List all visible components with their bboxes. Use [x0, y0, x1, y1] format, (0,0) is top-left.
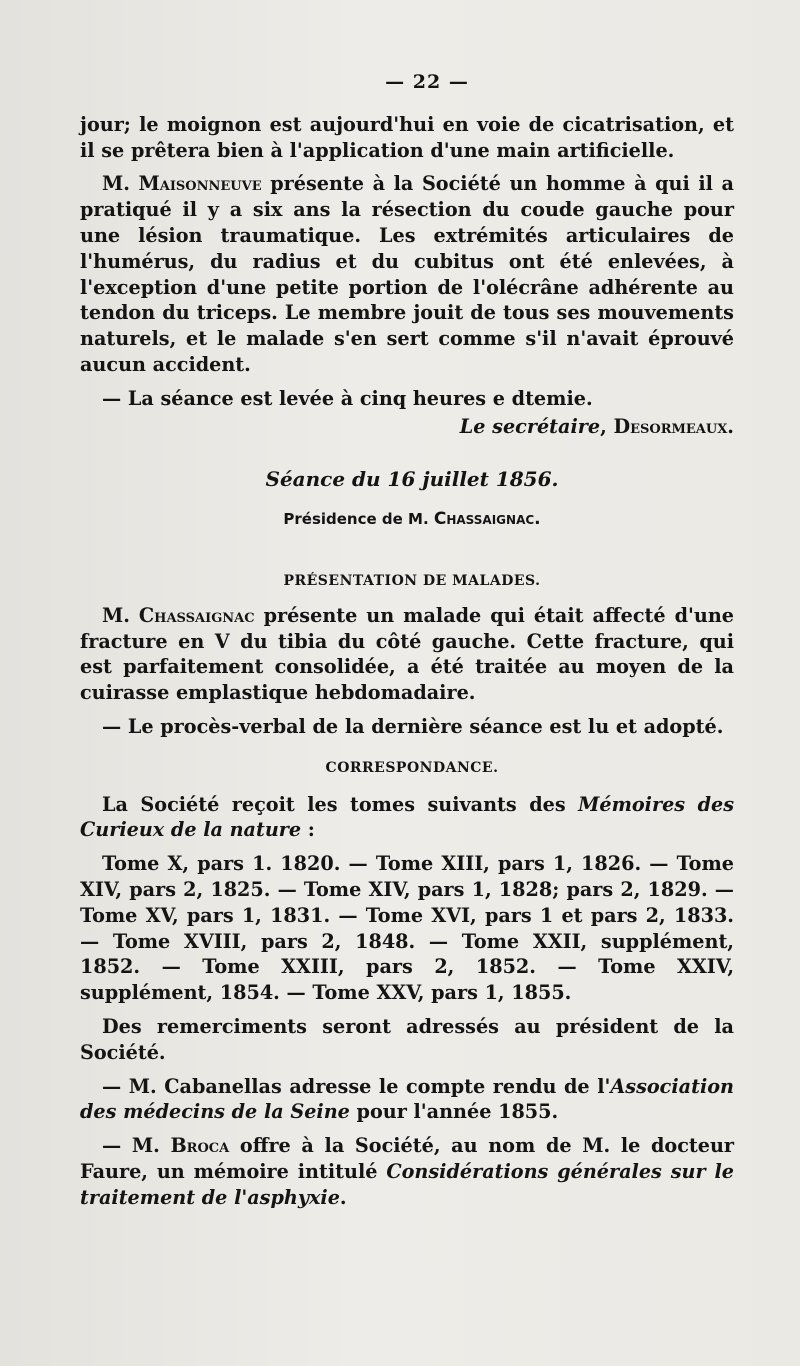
- page-text: [80, 70, 734, 1210]
- paragraph-chassaignac: [80, 603, 734, 706]
- presidency-prefix: Présidence de M.: [283, 510, 434, 529]
- signature-separator: ,: [600, 414, 614, 438]
- presidency-line: [80, 507, 734, 533]
- paragraph-thanks: Des remerciments seront adressés au président de la Société.: [80, 1014, 734, 1064]
- work-title: Association des médecins de la Seine: [80, 1074, 734, 1124]
- prefix: M.: [102, 172, 139, 196]
- prefix: M.: [102, 603, 139, 627]
- prefix: — M.: [102, 1134, 171, 1158]
- paragraph-cabanellas: [80, 1074, 734, 1126]
- session-date: 16 juillet 1856.: [387, 467, 559, 492]
- prefix: — M. Cabanellas adresse le compte rendu de l': [102, 1074, 611, 1098]
- paragraph-minutes: — Le procès-verbal de la dernière séance est lu et adopté.: [102, 714, 724, 738]
- signature-name: Desormeaux.: [613, 414, 734, 438]
- paragraph-closing: — La séance est levée à cinq heures e dtemie.: [102, 386, 593, 410]
- section-heading-patients: PRÉSENTATION DE MALADES.: [283, 572, 541, 589]
- suffix: pour l'année 1855.: [349, 1100, 559, 1124]
- president-name: Chassaignac.: [433, 509, 541, 530]
- suffix: .: [339, 1185, 347, 1209]
- paragraph-continuation: jour; le moignon est aujourd'hui en voie de cicatrisation, et il se prêtera bien à l'application d'une main artificielle.: [80, 112, 734, 162]
- session-prefix: Séance du: [265, 467, 388, 492]
- section-heading-correspondence: CORRESPONDANCE.: [325, 759, 499, 776]
- paragraph-broca: [80, 1133, 734, 1210]
- work-title: Mémoires des Curieux de la nature: [80, 792, 734, 842]
- session-heading: [80, 467, 734, 493]
- signature-role: Le secrétaire: [459, 414, 601, 438]
- paragraph-text: présente un malade qui était affecté d'une fracture en V du tibia du côté gauche. Cette fracture, qui est parfaitement consolidée, a été traitée au moyen de la cuirasse emplastique hebdomadaire.: [80, 603, 734, 705]
- middle-text: offre à la Société, au nom de M. le docteur Faure, un mémoire intitulé: [80, 1134, 735, 1183]
- author-name: Maisonneuve: [138, 172, 262, 196]
- paragraph-memoires: [80, 792, 734, 844]
- author-name: Broca: [170, 1134, 230, 1158]
- prefix: La Société reçoit les tomes suivants des: [102, 792, 579, 816]
- author-name: Chassaignac: [138, 603, 255, 627]
- paragraph-tomes: Tome X, pars 1. 1820. — Tome XIII, pars 1, 1826. — Tome XIV, pars 2, 1825. — Tome XIV, pars 1, 1828; pars 2, 1829. — Tome XV, pars 1, 1831. — Tome XVI, pars 1 et pars 2, 1833. — Tome XVIII, pars 2, 1848. — Tome XXII, supplément, 1852. — Tome XXIII, pars 2, 1852. — Tome XXIV, supplément, 1854. — Tome XXV, pars 1, 1855.: [80, 852, 734, 1005]
- signature-line: [80, 414, 734, 440]
- paragraph-text: présente à la Société un homme à qui il a pratiqué il y a six ans la résection du coude gauche pour une lésion traumatique. Les extrémités articulaires de l'humérus, du radius et du cubitus ont été enlevées, à l'exception d'une petite portion de l'olécrâne adhérente au tendon du triceps. Le membre jouit de tous ses mouvements naturels, et le malade s'en sert comme s'il n'avait éprouvé aucun accident.: [80, 172, 734, 376]
- paragraph-maisonneuve: [80, 171, 734, 377]
- suffix: :: [301, 818, 315, 842]
- work-title: Considérations générales sur le traitement de l'asphyxie: [80, 1159, 735, 1209]
- page-number: — 22 —: [385, 71, 469, 93]
